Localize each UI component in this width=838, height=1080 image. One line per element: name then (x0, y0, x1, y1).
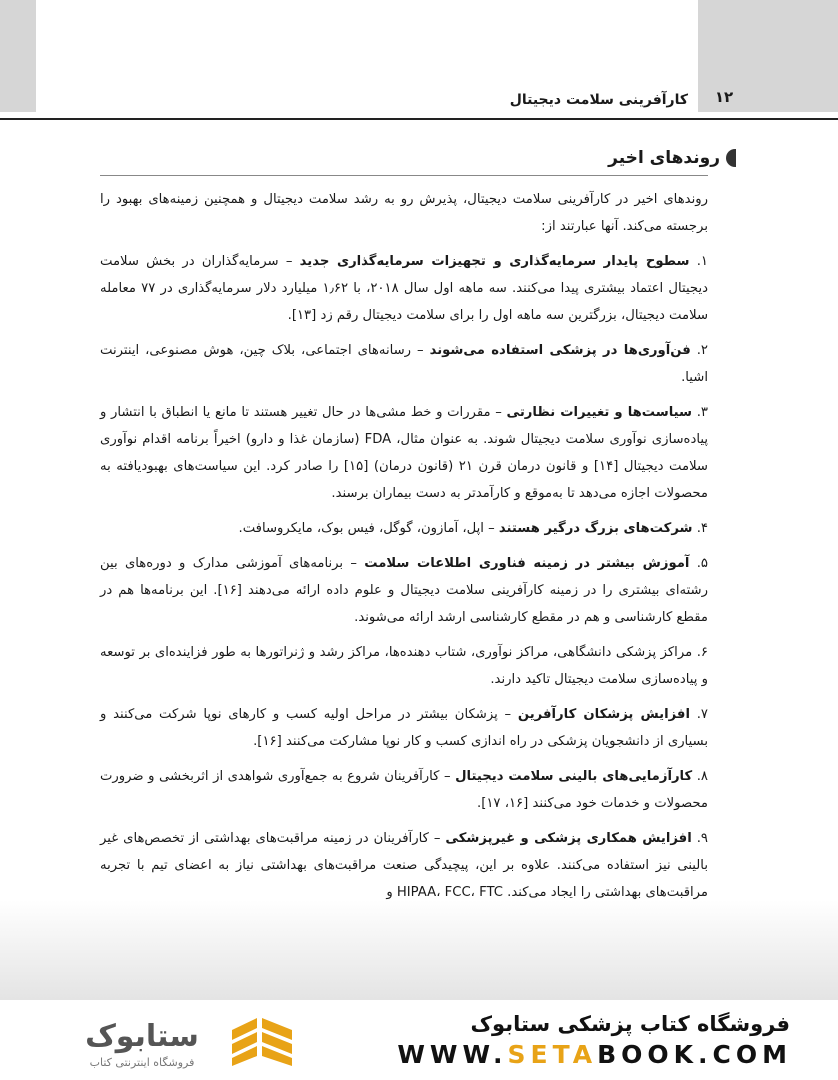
trend-item-number: ۸. (696, 769, 708, 784)
heading-rule (100, 175, 708, 176)
trend-item-title: کارآزمایی‌های بالینی سلامت دیجیتال (455, 769, 693, 784)
setabook-logo-icon (62, 1008, 312, 1072)
trend-item (100, 763, 708, 817)
footer-url[interactable] (397, 1040, 792, 1069)
trend-item (100, 515, 708, 542)
trend-item (100, 337, 708, 391)
page-number: ۱۲ (714, 88, 734, 106)
intro-paragraph: روندهای اخیر در کارآفرینی سلامت دیجیتال، پذیرش رو به رشد سلامت دیجیتال و همچنین زمینه‌های بهبود را برجسته می‌کند. آنها عبارتند از: (100, 192, 708, 234)
trend-item-text: – رسانه‌های اجتماعی، بلاک چین، هوش مصنوعی، اینترنت اشیا. (100, 343, 708, 385)
trend-item-text: – سرمایه‌گذاران در بخش سلامت دیجیتال اعتماد بیشتری پیدا می‌کنند. سه ماهه اول سال ۲۰۱۸، با ۱٫۶۲ میلیارد دلار سرمایه‌گذاری در ۷۷ معامله سلامت دیجیتال، بزرگترین سه ماهه اول را برای سلامت دیجیتال رقم زد [۱۳]. (100, 254, 708, 323)
url-prefix: WWW. (397, 1040, 508, 1069)
trend-item-title: افزایش همکاری پزشکی و غیرپزشکی (445, 831, 692, 846)
trend-item-title: آموزش بیشتر در زمینه فناوری اطلاعات سلامت (364, 556, 690, 571)
trend-item-text: – کارآفرینان در زمینه مراقبت‌های بهداشتی از تخصص‌های غیر بالینی نیز استفاده می‌کنند. علاوه بر این، پیچیدگی صنعت مراقبت‌های بهداشتی نیاز به اعضای تیم با تجربه مراقبت‌های بهداشتی را ایجاد می‌کند. HIPAA، FCC، FTC و (100, 831, 708, 900)
trend-item (100, 550, 708, 631)
trend-item-text: مراکز پزشکی دانشگاهی، مراکز نوآوری، شتاب دهنده‌ها، مراکز رشد و ژنراتورها به طور فزاینده‌ای بر توسعه و پیاده‌سازی سلامت دیجیتال تاکید دارند. (100, 645, 708, 687)
trend-item (100, 639, 708, 693)
trend-item-number: ۴. (696, 521, 708, 536)
page-corner-tab-left (0, 0, 36, 112)
trend-item-text: – برنامه‌های آموزشی مدارک و دوره‌های بین رشته‌ای بیشتری را در زمینه کارآفرینی سلامت دیجیتال و علوم داده ارائه می‌دهند [۱۶]. این برنامه‌ها هم در مقطع کارشناسی و هم در مقطع کارشناسی ارشد ارائه می‌شوند. (100, 556, 708, 625)
trend-item-number: ۱. (696, 254, 708, 269)
heading-bullet-icon (726, 149, 736, 167)
url-suffix: BOOK.COM (597, 1040, 792, 1069)
logo-wordmark: ستابوک (85, 1019, 199, 1054)
section-heading (608, 148, 736, 168)
trend-list (100, 248, 708, 906)
trend-item-number: ۹. (696, 831, 708, 846)
body-content (100, 186, 708, 914)
trend-item (100, 701, 708, 755)
section-title: روندهای اخیر (608, 148, 720, 168)
url-accent: SETA (507, 1040, 598, 1069)
trend-item-title: سیاست‌ها و تغییرات نظارتی (506, 405, 693, 420)
page-fade-overlay (0, 900, 838, 1010)
trend-item-number: ۶. (696, 645, 708, 660)
trend-item-number: ۲. (696, 343, 708, 358)
trend-item-title: فن‌آوری‌ها در پزشکی استفاده می‌شوند (429, 343, 691, 358)
trend-item-text: – مقررات و خط مشی‌ها در حال تغییر هستند تا مانع یا انطباق با انتشار و پیاده‌سازی نوآوری سلامت دیجیتال شوند. به عنوان مثال، FDA (سازمان غذا و دارو) اخیراً برنامه اقدام نوآوری سلامت دیجیتال [۱۴] و قانون درمان قرن ۲۱ (قانون درمان) [۱۵] را صادر کرد. این سیاست‌های بهبودیافته به محصولات اجازه می‌دهد تا به‌موقع و کارآمدتر به دست بیماران برسند. (100, 405, 708, 501)
trend-item-text: – اپل، آمازون، گوگل، فیس بوک، مایکروسافت. (238, 521, 499, 536)
trend-item (100, 825, 708, 906)
logo-subtitle: فروشگاه اینترنتی کتاب (89, 1056, 195, 1069)
trend-item-text: – پزشکان بیشتر در مراحل اولیه کسب و کارهای نوپا شرکت می‌کنند و بسیاری از دانشجویان پزشکی در راه اندازی کسب و کار نوپا مشارکت می‌کنند [۱۶]. (100, 707, 708, 749)
trend-item (100, 399, 708, 507)
trend-item-number: ۷. (696, 707, 708, 722)
header-rule (0, 118, 838, 120)
footer-shop-name: فروشگاه کتاب پزشکی ستابوک (470, 1012, 790, 1036)
trend-item-number: ۳. (696, 405, 708, 420)
trend-item (100, 248, 708, 329)
trend-item-text: – کارآفرینان شروع به جمع‌آوری شواهدی از اثربخشی و ضرورت محصولات و خدمات خود می‌کنند [۱۶، ۱۷]. (100, 769, 708, 811)
running-title: کارآفرینی سلامت دیجیتال (509, 92, 688, 108)
trend-item-number: ۵. (696, 556, 708, 571)
trend-item-title: شرکت‌های بزرگ درگیر هستند (498, 521, 693, 536)
trend-item-title: سطوح پایدار سرمایه‌گذاری و تجهیزات سرمایه‌گذاری جدید (299, 254, 690, 269)
trend-item-title: افزایش پزشکان کارآفرین (517, 707, 690, 722)
